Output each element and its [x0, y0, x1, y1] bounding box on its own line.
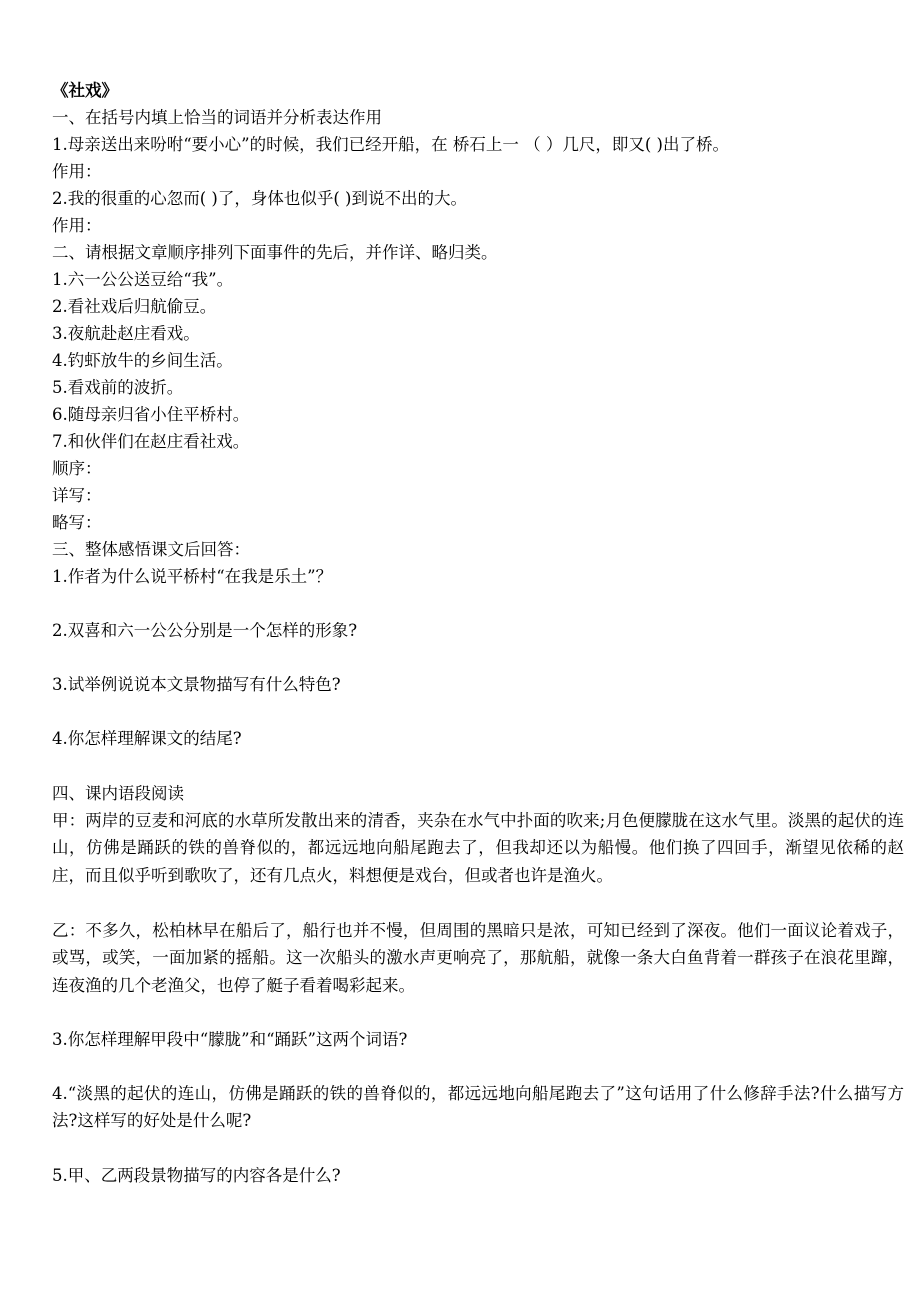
event-item: 2.看社戏后归航偷豆。: [52, 297, 217, 316]
section-2-heading: 二、请根据文章顺序排列下面事件的先后，并作详、略归类。: [52, 243, 498, 262]
section-4-question-3: 3.你怎样理解甲段中“朦胧”和“踊跃”这两个词语?: [52, 1030, 408, 1049]
detailed-answer-label: 详写：: [52, 486, 102, 505]
event-item: 6.随母亲归省小住平桥村。: [52, 405, 250, 424]
event-item: 7.和伙伴们在赵庄看社戏。: [52, 432, 250, 451]
document-title: 《社戏》: [52, 81, 118, 100]
brief-answer-label: 略写：: [52, 513, 102, 532]
section-3-question-3: 3.试举例说说本文景物描写有什么特色?: [52, 675, 341, 694]
event-item: 5.看戏前的波折。: [52, 378, 184, 397]
passage-b: 乙：不多久，松柏林早在船后了，船行也并不慢，但周围的黑暗只是浓，可知已经到了深夜。他们一面议论着戏子，或骂，或笑，一面加紧的摇船。这一次船头的激水声更响亮了，那航船，就像一条大白鱼背着一群孩子在浪花里蹿，连夜渔的几个老渔父，也停了艇子看着喝彩起来。: [52, 921, 904, 995]
section-1-question-1: 1.母亲送出来吩咐“要小心”的时候，我们已经开船，在 桥石上一 （ ）几尺，即又( )出了桥。: [52, 135, 729, 154]
event-item: 4.钓虾放牛的乡间生活。: [52, 351, 233, 370]
section-3-question-1: 1.作者为什么说平桥村“在我是乐土”？: [52, 567, 333, 586]
event-item: 1.六一公公送豆给“我”。: [52, 270, 234, 289]
passage-a: 甲：两岸的豆麦和河底的水草所发散出来的清香，夹杂在水气中扑面的吹来;月色便朦胧在这水气里。淡黑的起伏的连山，仿佛是踊跃的铁的兽脊似的，都远远地向船尾跑去了，但我却还以为船慢。他们换了四回手，渐望见依稀的赵庄，而且似乎听到歌吹了，还有几点火，料想便是戏台，但或者也许是渔火。: [52, 811, 904, 885]
section-1-question-2-effect: 作用：: [52, 216, 102, 235]
event-item: 3.夜航赴赵庄看戏。: [52, 324, 200, 343]
section-3-question-4: 4.你怎样理解课文的结尾?: [52, 729, 242, 748]
order-answer-label: 顺序：: [52, 459, 102, 478]
section-4-question-5: 5.甲、乙两段景物描写的内容各是什么?: [52, 1166, 341, 1185]
section-4-heading: 四、课内语段阅读: [52, 784, 184, 803]
section-1-question-1-effect: 作用：: [52, 162, 102, 181]
section-3-question-2: 2.双喜和六一公公分别是一个怎样的形象?: [52, 621, 358, 640]
section-1-heading: 一、在括号内填上恰当的词语并分析表达作用: [52, 108, 382, 127]
section-4-question-4: 4.“淡黑的起伏的连山，仿佛是踊跃的铁的兽脊似的，都远远地向船尾跑去了”这句话用了什么修辞手法?什么描写方法?这样写的好处是什么呢?: [52, 1084, 904, 1131]
section-1-question-2: 2.我的很重的心忽而( )了，身体也似乎( )到说不出的大。: [52, 189, 467, 208]
section-3-heading: 三、整体感悟课文后回答：: [52, 540, 250, 559]
